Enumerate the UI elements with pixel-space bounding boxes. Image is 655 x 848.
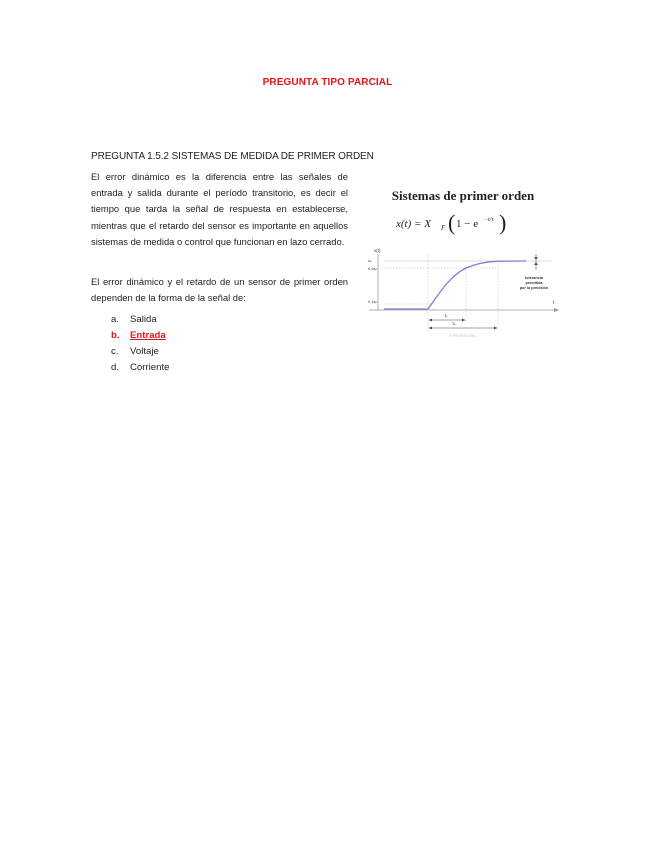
tolerance-arrow-down <box>534 262 538 265</box>
option-text: Entrada <box>130 330 166 341</box>
option-text: Salida <box>130 314 157 325</box>
option-text: Voltaje <box>130 346 159 357</box>
interval-long-label: tₛ <box>452 321 456 326</box>
question-paragraph-1: El error dinámico es la diferencia entre las señales de entrada y salida durante el período transitorio, es decir el tiempo que tarda la señal de respuesta en establecerse, mientras que el retardo del sensor es importante en aquellos sistemas de medida o control que funcionan en lazo cerrado. <box>91 171 348 247</box>
figure-credit: © PROFEDIGITAL <box>449 334 477 338</box>
tolerance-label-1: tolerancia <box>525 276 543 280</box>
svg-text:−t/τ: −t/τ <box>484 217 494 223</box>
option-letter: c. <box>111 346 119 357</box>
tolerance-arrow-up <box>534 257 538 260</box>
question-heading: PREGUNTA 1.5.2 SISTEMAS DE MEDIDA DE PRIMER ORDEN <box>91 151 374 162</box>
x-axis-arrow <box>554 308 559 312</box>
svg-text:F: F <box>441 224 446 232</box>
interval-short-head-right <box>462 319 466 322</box>
tolerance-label-3: por la precisión <box>519 286 549 290</box>
option-text: Corriente <box>130 362 170 373</box>
question-paragraph-2: El error dinámico y el retardo de un sensor de primer orden dependen de la forma de la señal de: <box>91 276 348 304</box>
level-label-top: xₚ <box>368 258 372 263</box>
tolerance-label-2: permitida <box>525 281 543 285</box>
option-letter: b. <box>111 330 120 341</box>
answer-options <box>111 312 169 376</box>
option-b[interactable] <box>111 328 169 344</box>
level-label-01: 0,1xₚ <box>368 299 378 304</box>
level-label-09: 0,9xₚ <box>368 266 378 271</box>
option-d[interactable] <box>111 360 169 376</box>
svg-text:x(t) = X: x(t) = X <box>396 218 431 230</box>
formula <box>395 210 506 235</box>
y-axis-label: x(t) <box>374 248 381 253</box>
first-order-system-figure <box>366 180 562 340</box>
option-letter: a. <box>111 314 120 325</box>
svg-text:1 − e: 1 − e <box>456 218 479 230</box>
svg-text:(: ( <box>448 210 456 235</box>
option-letter: d. <box>111 362 120 373</box>
figure-title: Sistemas de primer orden <box>391 188 535 203</box>
step-response-diagram <box>366 180 562 340</box>
interval-short-head-left <box>429 319 433 322</box>
x-axis-label: t <box>553 300 555 306</box>
interval-short-label: tᵣ <box>444 313 448 318</box>
option-a[interactable] <box>111 312 169 328</box>
interval-long-head-right <box>494 327 498 330</box>
option-c[interactable] <box>111 344 169 360</box>
svg-text:): ) <box>499 210 507 235</box>
exam-title: PREGUNTA TIPO PARCIAL <box>262 77 393 88</box>
interval-long-head-left <box>429 327 433 330</box>
